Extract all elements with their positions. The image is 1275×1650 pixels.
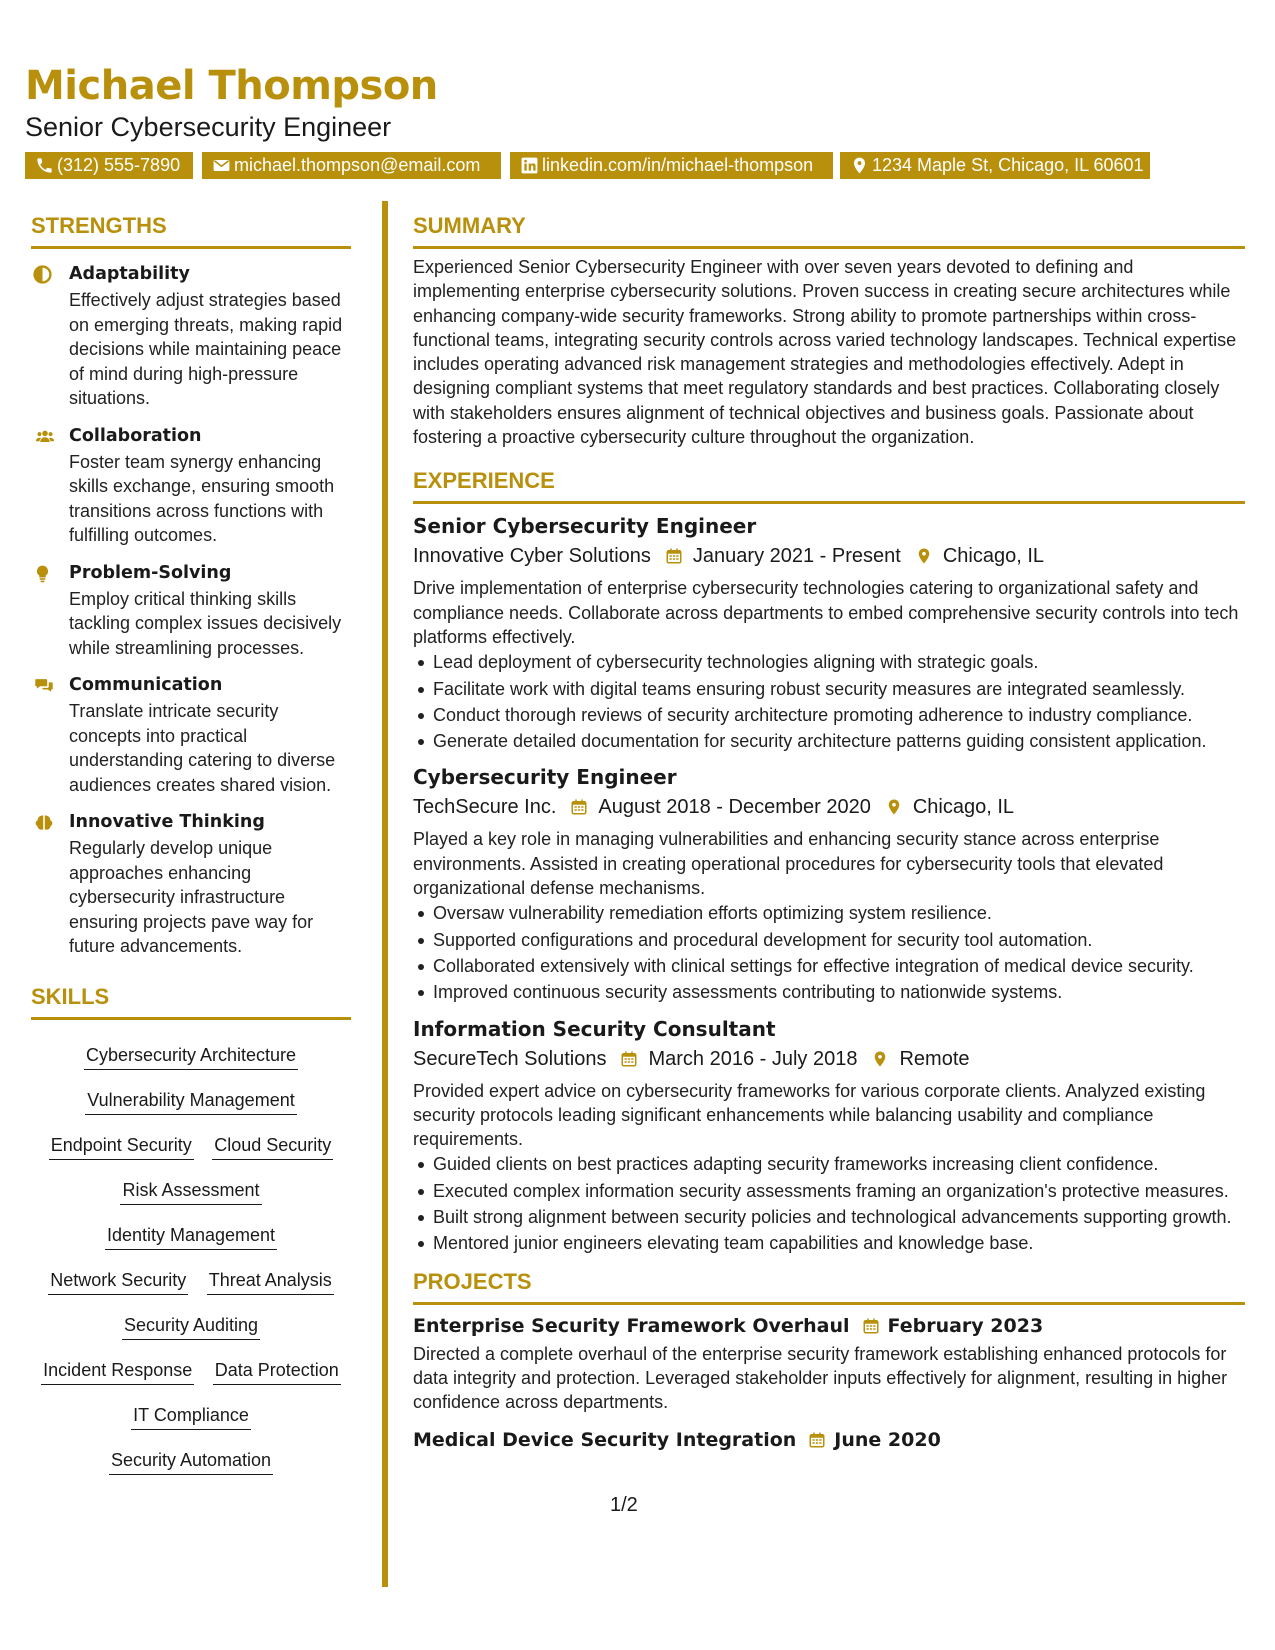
bullet-item: Oversaw vulnerability remediation efforts optimizing system resilience. [413,901,1245,925]
location-pin-icon [915,546,933,566]
contact-address [840,152,1150,179]
brain-icon [33,813,55,832]
skill-row [31,1034,351,1079]
job-desc: Drive implementation of enterprise cybersecurity technologies catering to organizational safety and compliance needs. Collaborate across departments to embed comprehensive security controls into tech platforms effectively. [413,578,1239,647]
job-location: Remote [899,1047,970,1070]
phone-icon [35,156,54,175]
job-entry [413,512,1245,753]
strength-title: Innovative Thinking [69,812,265,832]
calendar-icon [620,1049,638,1069]
skill-tag: Identity Management [105,1224,277,1250]
right-column [413,212,1245,1453]
bullet-item: Mentored junior engineers elevating team capabilities and knowledge base. [413,1231,1245,1255]
page-number: 1/2 [610,1494,638,1516]
skill-tag: Threat Analysis [207,1269,334,1295]
job-company: Innovative Cyber Solutions [413,545,651,568]
experience-heading: EXPERIENCE [413,467,1245,504]
skill-row [31,1259,351,1304]
skill-row [31,1169,351,1214]
bullet-item: Conduct thorough reviews of security architecture promoting adherence to industry compliance. [413,703,1245,727]
candidate-name: Michael Thompson [25,63,438,109]
job-desc: Played a key role in managing vulnerabilities and enhancing security stance across enterprise environments. Assisted in creating operational procedures for cybersecurity tools that elevated organizational defense mechanisms. [413,829,1164,899]
calendar-icon [665,546,683,566]
column-divider [382,201,388,1587]
job-meta [413,542,1245,570]
contact-address-text: 1234 Maple St, Chicago, IL 60601 [872,155,1144,175]
strengths-list [31,262,351,959]
project-date: February 2023 [887,1314,1044,1337]
calendar-icon [808,1430,826,1450]
job-location: Chicago, IL [912,796,1014,819]
location-pin-icon [850,156,869,175]
job-dates: January 2021 - Present [692,545,901,568]
strength-title: Collaboration [69,425,202,446]
project-title: Medical Device Security Integration [413,1428,797,1451]
skill-row [31,1214,351,1259]
strength-desc: Foster team synergy enhancing skills exchange, ensuring smooth transitions across functions with fulfilling outcomes. [69,451,335,545]
job-meta [413,1045,1245,1073]
strength-item [31,673,351,797]
strength-title: Communication [69,675,223,695]
job-desc: Provided expert advice on cybersecurity frameworks for various corporate clients. Analyzed existing security protocols leading significant enhancements while balancing usability and compliance requirements. [413,1080,1206,1150]
skill-tag: Risk Assessment [120,1179,261,1205]
skills-section [31,983,351,1484]
project-date: June 2020 [834,1428,941,1451]
skill-row [31,1439,351,1484]
chat-bubbles-icon [33,676,55,695]
project-header [413,1313,1245,1339]
left-column [31,212,351,1484]
location-pin-icon [885,797,903,817]
skill-row [31,1124,351,1169]
skill-tag: Vulnerability Management [85,1089,296,1115]
projects-heading: PROJECTS [413,1268,1245,1305]
contact-linkedin[interactable] [510,152,833,179]
bullet-item: Improved continuous security assessments contributing to nationwide systems. [413,980,1245,1004]
users-icon [33,427,57,446]
job-bullets [413,650,1245,753]
skill-row [31,1349,351,1394]
job-company: TechSecure Inc. [413,796,557,819]
strength-desc: Translate intricate security concepts into practical understanding catering to diverse audiences creates shared vision. [69,701,336,795]
contact-email[interactable] [202,152,501,179]
strength-item [31,810,351,959]
project-entry [413,1313,1245,1415]
skill-tag: Data Protection [213,1359,341,1385]
strength-title: Problem-Solving [69,562,232,583]
skill-tag: IT Compliance [131,1404,251,1430]
bullet-item: Guided clients on best practices adapting security frameworks increasing client confidence. [413,1152,1245,1176]
strength-desc: Regularly develop unique approaches enhancing cybersecurity infrastructure ensuring projects pave way for future advancements. [69,838,314,956]
half-circle-icon [33,265,52,284]
contact-phone[interactable] [25,152,193,179]
job-title: Senior Cybersecurity Engineer [413,514,757,539]
strength-item [31,561,351,661]
summary-text: Experienced Senior Cybersecurity Engineer with over seven years devoted to defining and implementing enterprise cybersecurity solutions. Proven success in creating secure architectures while enhancing company-wide security frameworks. Strong ability to promote partnerships within cross-functional teams, integrating security controls across varied technology landscapes. Technical expertise includes operating advanced risk management strategies and methodologies effectively. Adept in designing compliant systems that meet regulatory standards and best practices. Collaborating closely with stakeholders ensures alignment of technical objectives and business goals. Passionate about fostering a proactive cybersecurity culture throughout the organization. [413,257,1237,448]
job-meta [413,793,1245,821]
skill-row [31,1394,351,1439]
strength-item [31,262,351,411]
bullet-item: Facilitate work with digital teams ensuring robust security measures are integrated seamlessly. [413,677,1245,701]
calendar-icon [570,797,588,817]
skill-tag: Security Auditing [122,1314,260,1340]
job-company: SecureTech Solutions [413,1047,607,1070]
project-header [413,1427,1245,1453]
bullet-item: Built strong alignment between security policies and technological advancements supporting growth. [413,1205,1245,1229]
linkedin-icon [520,156,539,175]
skill-tag: Network Security [48,1269,188,1295]
project-desc: Directed a complete overhaul of the enterprise security framework establishing enhanced protocols for data integrity and protection. Leveraged stakeholder inputs effectively for alignment, resulting in higher confidence across departments. [413,1343,1228,1413]
location-pin-icon [871,1049,889,1069]
job-title: Cybersecurity Engineer [413,765,677,790]
bullet-item: Generate detailed documentation for security architecture patterns guiding consistent application. [413,729,1245,753]
contact-phone-text: (312) 555-7890 [57,155,181,175]
project-title: Enterprise Security Framework Overhaul [413,1314,850,1337]
skill-tag: Cybersecurity Architecture [84,1044,298,1070]
job-dates: March 2016 - July 2018 [648,1047,858,1070]
skill-row [31,1079,351,1124]
job-dates: August 2018 - December 2020 [598,796,871,819]
email-icon [212,156,231,175]
strengths-heading: STRENGTHS [31,212,351,249]
summary-heading: SUMMARY [413,212,1245,249]
skill-tag: Incident Response [41,1359,194,1385]
strength-item [31,424,351,548]
strength-desc: Employ critical thinking skills tackling complex issues decisively while streamlining processes. [69,588,342,658]
job-location: Chicago, IL [942,545,1044,568]
job-bullets [413,1152,1245,1255]
bullet-item: Lead deployment of cybersecurity technologies aligning with strategic goals. [413,650,1245,674]
contact-linkedin-text: linkedin.com/in/michael-thompson [542,155,814,175]
skills-list [31,1034,351,1484]
skill-row [31,1304,351,1349]
job-entry [413,1015,1245,1256]
skill-tag: Endpoint Security [49,1134,194,1160]
lightbulb-icon [33,564,52,583]
strength-desc: Effectively adjust strategies based on emerging threats, making rapid decisions while maintaining peace of mind during high-pressure situations. [69,290,343,408]
job-title: Information Security Consultant [413,1016,776,1041]
skill-tag: Security Automation [109,1449,273,1475]
project-entry [413,1427,1245,1453]
job-entry [413,763,1245,1004]
strength-title: Adaptability [69,264,190,284]
bullet-item: Executed complex information security assessments framing an organization's protective measures. [413,1179,1245,1203]
bullet-item: Supported configurations and procedural development for security tool automation. [413,928,1245,952]
bullet-item: Collaborated extensively with clinical settings for effective integration of medical device security. [413,954,1245,978]
skill-tag: Cloud Security [212,1134,333,1160]
candidate-title: Senior Cybersecurity Engineer [25,112,392,142]
resume-header [25,62,1255,175]
skills-heading: SKILLS [31,983,351,1020]
calendar-icon [862,1316,880,1336]
job-bullets [413,901,1245,1004]
contact-email-text: michael.thompson@email.com [234,155,481,175]
